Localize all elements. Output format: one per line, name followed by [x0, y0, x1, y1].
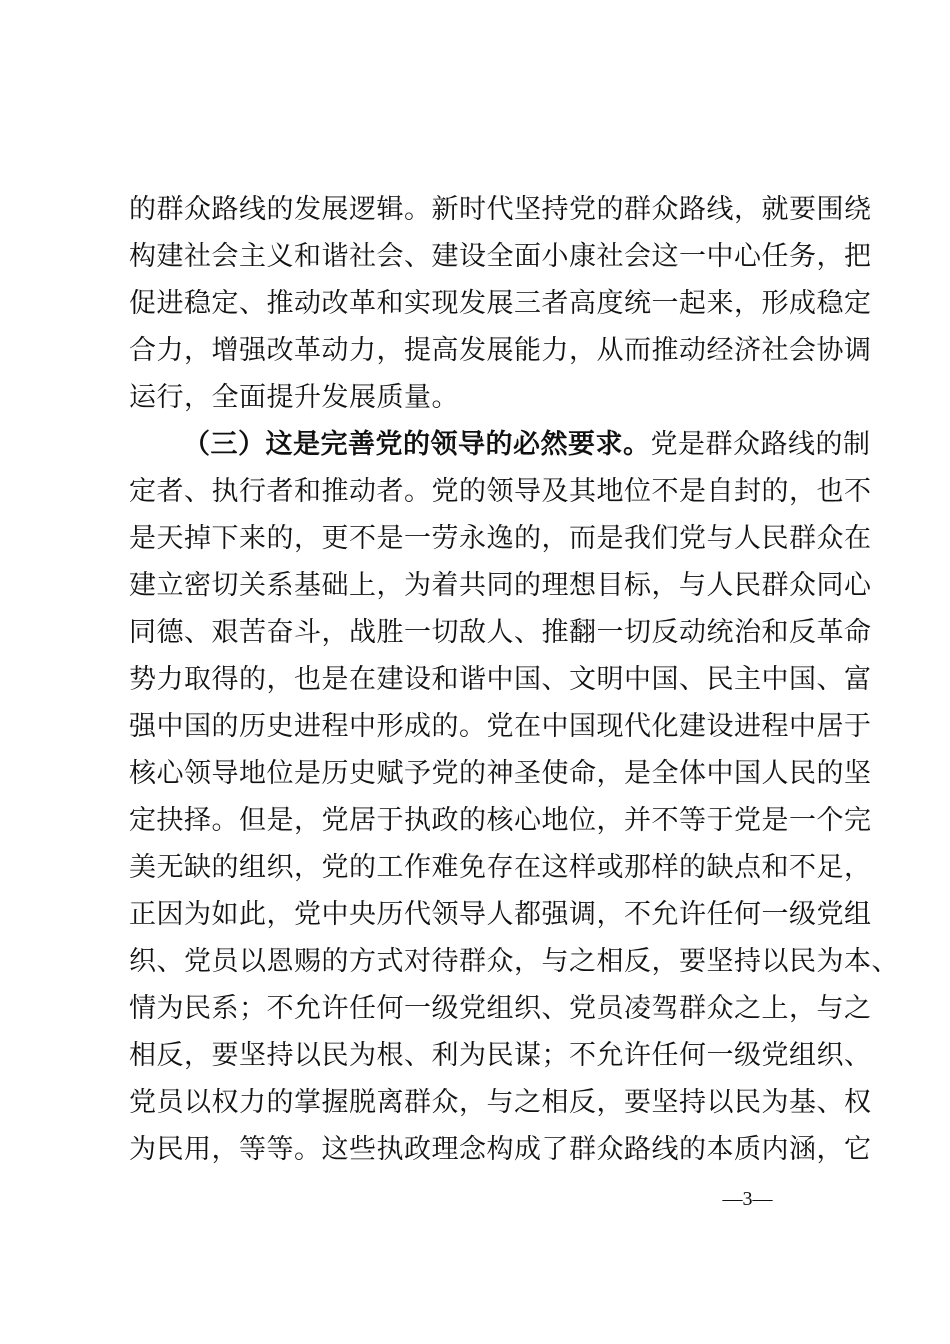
document-body: [129, 186, 899, 1173]
text-line: 促进稳定、推动改革和实现发展三者高度统一起来，形成稳定: [129, 288, 872, 319]
text-line: 运行，全面提升发展质量。: [129, 382, 459, 413]
text-line: 美无缺的组织，党的工作难免存在这样或那样的缺点和不足，: [129, 852, 872, 883]
text-line: 党员以权力的掌握脱离群众，与之相反，要坚持以民为基、权: [129, 1087, 872, 1118]
text-line: 定者、执行者和推动者。党的领导及其地位不是自封的，也不: [129, 476, 872, 507]
text-line: 相反，要坚持以民为根、利为民谋；不允许任何一级党组织、: [129, 1040, 872, 1071]
paragraph-2: [129, 421, 899, 1173]
text-line: 合力，增强改革动力，提高发展能力，从而推动经济社会协调: [129, 335, 872, 366]
page-number: —3—: [722, 1188, 773, 1210]
text-line: 同德、艰苦奋斗，战胜一切敌人、推翻一切反动统治和反革命: [129, 617, 872, 648]
page-number-footer: [0, 1188, 950, 1211]
text-line: 核心领导地位是历史赋予党的神圣使命，是全体中国人民的坚: [129, 758, 872, 789]
text-line: 情为民系；不允许任何一级党组织、党员凌驾群众之上，与之: [129, 993, 872, 1024]
text-line: 正因为如此，党中央历代领导人都强调，不允许任何一级党组: [129, 899, 872, 930]
text-line: 定抉择。但是，党居于执政的核心地位，并不等于党是一个完: [129, 805, 872, 836]
paragraph-1: [129, 186, 872, 421]
text-line: 织、党员以恩赐的方式对待群众，与之相反，要坚持以民为本、: [129, 946, 899, 977]
text-line: 势力取得的，也是在建设和谐中国、文明中国、民主中国、富: [129, 664, 872, 695]
text-span: 党是群众路线的制: [650, 429, 871, 460]
section-heading: （三）这是完善党的领导的必然要求。: [183, 429, 651, 460]
text-line: 是天掉下来的，更不是一劳永逸的，而是我们党与人民群众在: [129, 523, 872, 554]
text-line: 的群众路线的发展逻辑。新时代坚持党的群众路线，就要围绕: [129, 194, 872, 225]
text-line: 建立密切关系基础上，为着共同的理想目标，与人民群众同心: [129, 570, 872, 601]
text-line: 强中国的历史进程中形成的。党在中国现代化建设进程中居于: [129, 711, 872, 742]
paragraph-first-line: [129, 421, 871, 468]
text-line: 构建社会主义和谐社会、建设全面小康社会这一中心任务，把: [129, 241, 872, 272]
text-line: 为民用，等等。这些执政理念构成了群众路线的本质内涵，它: [129, 1134, 872, 1165]
